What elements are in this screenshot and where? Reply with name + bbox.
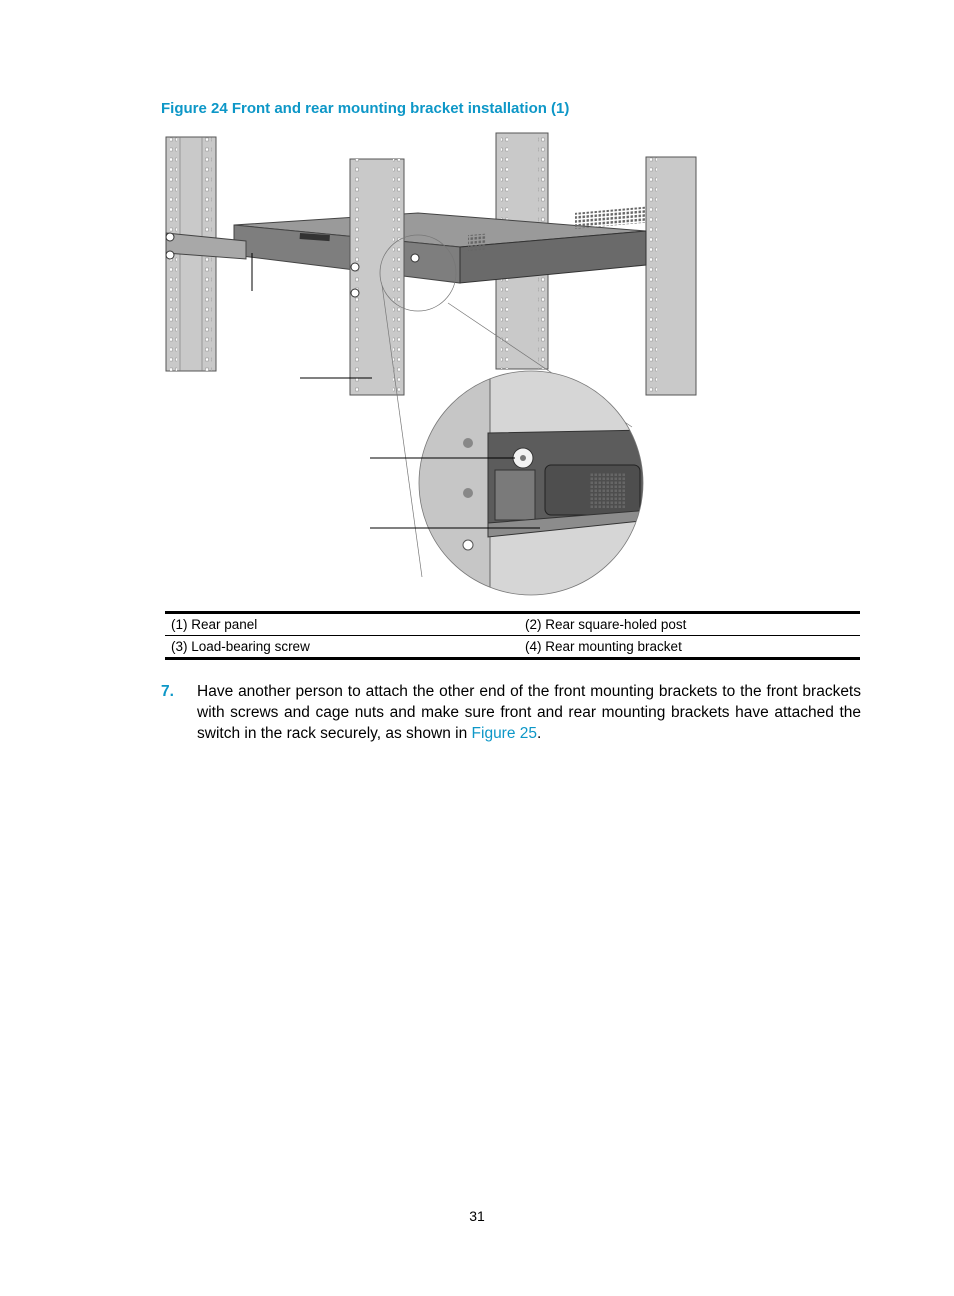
- figure-caption: Figure 24 Front and rear mounting bracket installation (1): [161, 100, 570, 117]
- step-number: 7.: [161, 683, 174, 700]
- step-text: [197, 681, 861, 744]
- zoom-detail: [410, 365, 660, 605]
- legend-row: [165, 613, 860, 636]
- page-number: 31: [469, 1208, 485, 1224]
- step-7: [161, 681, 861, 744]
- legend-cell: (4) Rear mounting bracket: [519, 636, 860, 659]
- step-text-end: .: [537, 725, 542, 742]
- legend-table: [165, 611, 860, 660]
- legend-row: [165, 636, 860, 659]
- step-text-body: Have another person to attach the other end of the front mounting brackets to the front brackets with screws and cage nuts and make sure front and rear mounting brackets have attached the switch in the rack securely, as shown in: [197, 683, 861, 742]
- legend-cell: (3) Load-bearing screw: [165, 636, 519, 659]
- rack-post-front: [350, 159, 404, 395]
- rack-installation-illustration: [150, 125, 710, 605]
- switch-chassis: [234, 207, 646, 283]
- legend-cell: (2) Rear square-holed post: [519, 613, 860, 636]
- rack-post-far-right: [646, 157, 696, 395]
- figure-25-link[interactable]: Figure 25: [471, 725, 538, 742]
- legend-cell: (1) Rear panel: [165, 613, 519, 636]
